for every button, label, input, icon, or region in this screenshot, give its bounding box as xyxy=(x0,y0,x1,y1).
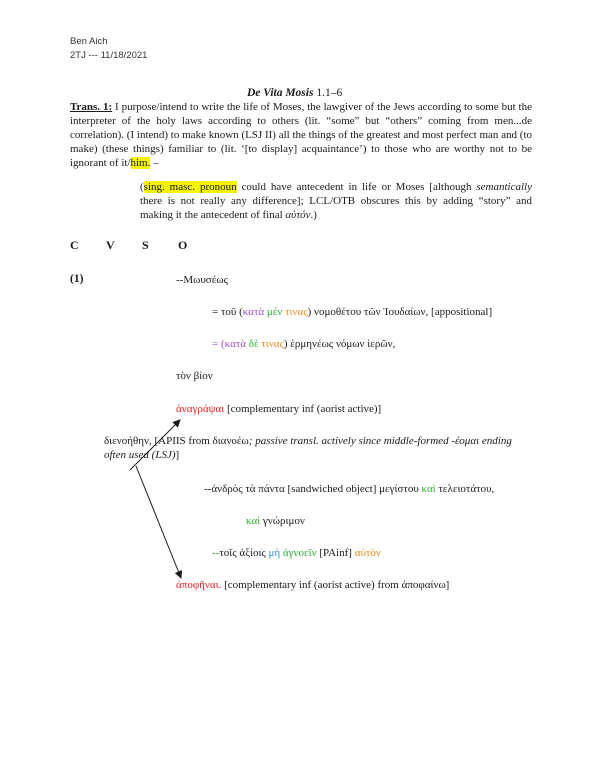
l7-c: τελειοτάτου, xyxy=(435,483,495,495)
l10-verb: ἀποφῆναι. xyxy=(176,579,222,591)
l9-mh: μὴ xyxy=(268,547,281,559)
l2-men: μέν xyxy=(266,306,283,318)
l8-rest: γνώριμον xyxy=(260,515,305,527)
l5-note: [complementary inf (aorist active)] xyxy=(224,403,382,415)
l9-dash: -- xyxy=(212,547,220,559)
l3-rest: ) ἑρμηνέως νόμων ἱερῶν, xyxy=(283,338,396,350)
l2-note: [appositional] xyxy=(428,306,493,318)
note-greek: αὐτόν xyxy=(285,209,311,221)
l10-note: [complementary inf (aorist active) from ἀποφαίνω] xyxy=(221,579,450,591)
arrow-to-apophenai xyxy=(136,466,181,578)
line-moses: --Μωυσέως xyxy=(176,274,228,286)
l7-a: --ἀνδρὸς τὰ πάντα xyxy=(204,483,285,495)
l9-verb: ἀγνοεῖν xyxy=(280,547,317,559)
l6-close: ] xyxy=(175,449,180,461)
note-close: .) xyxy=(310,209,317,221)
note-highlight: sing. masc. pronoun xyxy=(143,181,237,193)
column-c: C xyxy=(70,238,79,252)
translation-text: I purpose/intend to write the life of Moses, the lawgiver of the Jews according to some but the interpreter of the holy laws according to others (lit. “some” but “others” coming from men...de correlation). (I intend) to make known (LSJ II) all the things of the greatest and most perfect man and (to make) (these things) familiar to (lit. ‘[to display] acquaintance’) to those who are worthy not to be ignorant of it/ xyxy=(70,101,532,169)
note-open: ( xyxy=(140,181,144,193)
l7-note: [sandwiched object] xyxy=(284,483,380,495)
course-date: 2TJ --- 11/18/2021 xyxy=(70,50,148,61)
l2-kata: κατὰ xyxy=(242,306,265,318)
note-text-1: could have antecedent in life or Moses [although xyxy=(236,181,477,193)
l7-kai: καὶ xyxy=(421,483,436,495)
l2-tinas: τινας xyxy=(285,306,308,318)
translation-label: Trans. 1: xyxy=(70,101,113,113)
l3-eq: = ( xyxy=(212,338,225,350)
l7-b: μεγίστου xyxy=(379,483,422,495)
l9-a: τοῖς ἀξίοις xyxy=(219,547,269,559)
l2-rest: ) νομοθέτου τῶν Ἰουδαίων, xyxy=(307,306,429,318)
l5-verb: ἀναγράψαι xyxy=(176,403,225,415)
l9-note: [PAinf] xyxy=(316,547,355,559)
l2-eq: = τοῦ ( xyxy=(212,306,243,318)
column-v: V xyxy=(106,238,115,252)
author-name: Ben Aich xyxy=(70,36,108,47)
note-italic: semantically xyxy=(476,181,532,193)
section-label: (1) xyxy=(70,273,84,285)
column-o: O xyxy=(178,238,188,252)
l3-tinas: τινας xyxy=(261,338,284,350)
l6-note2: ; passive transl. actively since middle-formed -έομαι ending often used (LSJ) xyxy=(104,435,512,461)
l8-kai: καὶ xyxy=(246,515,261,527)
title-ref: 1.1–6 xyxy=(313,87,343,99)
column-s: S xyxy=(142,238,149,252)
line-life: τὸν βίον xyxy=(176,370,213,382)
arrow-to-anagrapsai xyxy=(130,420,180,470)
l6-note1: [APIIS from διανοέω xyxy=(151,435,249,447)
translation-trailing: – xyxy=(150,157,159,169)
l9-obj: αὐτὸν xyxy=(354,547,381,559)
title-main: De Vita Mosis xyxy=(247,87,314,99)
l6-verb: διενοήθην, xyxy=(104,435,152,447)
l3-kata: κατὰ xyxy=(224,338,247,350)
highlight-him: him. xyxy=(130,157,151,169)
l3-de: δὲ xyxy=(248,338,259,350)
note-text-2: there is not really any difference]; LCL/OTB obscures this by adding “story” and making it the antecedent of final xyxy=(140,195,532,221)
